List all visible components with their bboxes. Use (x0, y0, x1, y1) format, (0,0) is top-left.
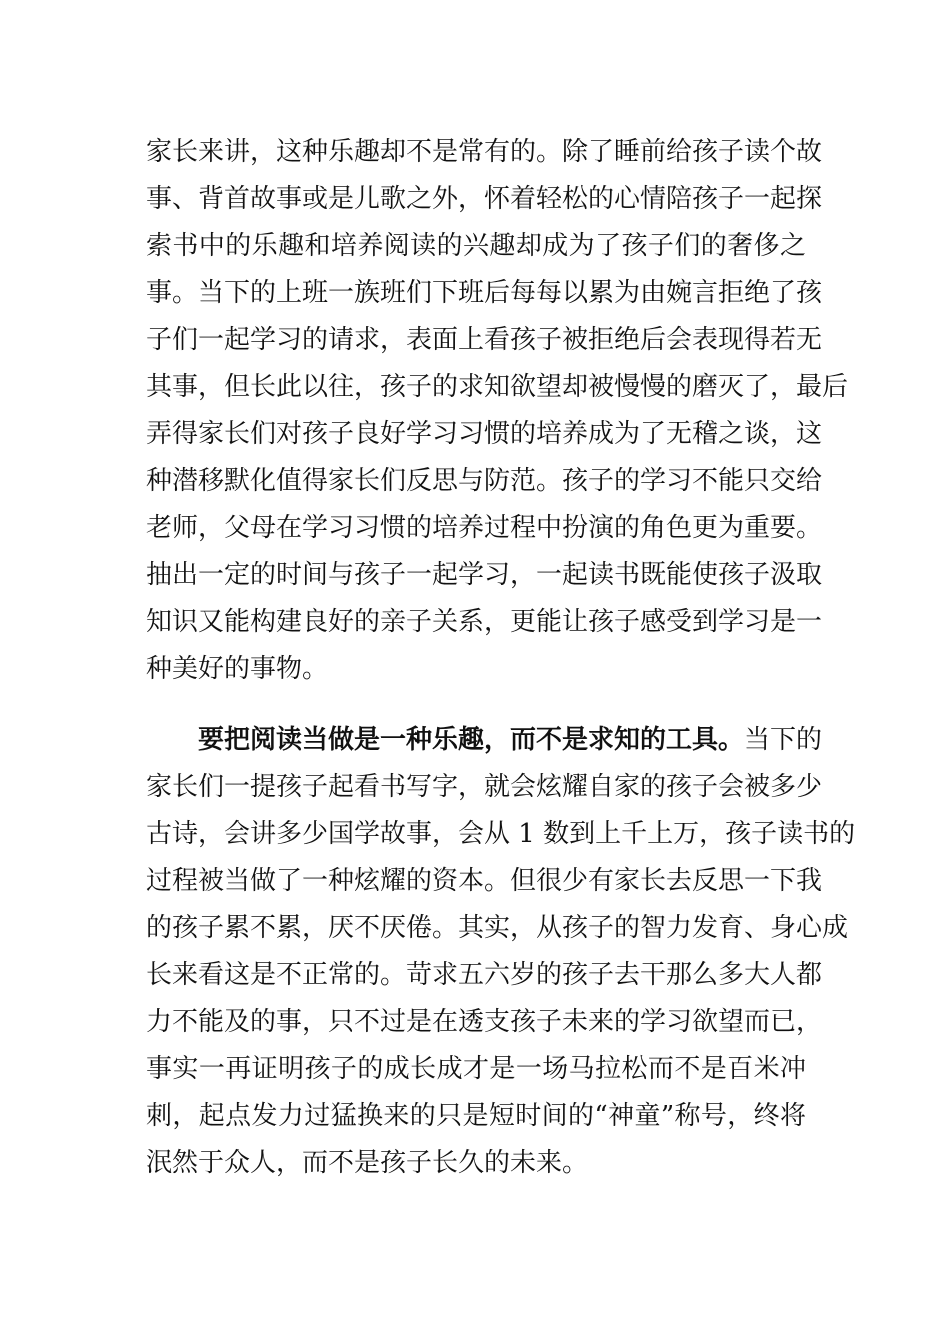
text-line: 其事，但长此以往，孩子的求知欲望却被慢慢的磨灭了，最后 (146, 372, 849, 402)
text-span: 当下的 (744, 725, 823, 755)
text-line: 力不能及的事，只不过是在透支孩子未来的学习欲望而已， (146, 1007, 823, 1037)
text-line: 刺，起点发力过猛换来的只是短时间的“神童”称号，终将 (146, 1101, 806, 1131)
text-line: 泯然于众人，而不是孩子长久的未来。 (146, 1148, 589, 1178)
text-line: 过程被当做了一种炫耀的资本。但很少有家长去反思一下我 (146, 866, 823, 896)
text-line: 事实一再证明孩子的成长成才是一场马拉松而不是百米冲 (146, 1054, 806, 1084)
bold-heading: 要把阅读当做是一种乐趣，而不是求知的工具。 (198, 725, 745, 755)
text-line: 抽出一定的时间与孩子一起学习，一起读书既能使孩子汲取 (146, 560, 823, 590)
text-line: 事。当下的上班一族班们下班后每每以累为由婉言拒绝了孩 (146, 278, 823, 308)
text-line: 种美好的事物。 (146, 654, 329, 684)
text-line: 长来看这是不正常的。苛求五六岁的孩子去干那么多大人都 (146, 960, 823, 990)
text-line: 家长们一提孩子起看书写字，就会炫耀自家的孩子会被多少 (146, 772, 823, 802)
text-line: 事、背首故事或是儿歌之外，怀着轻松的心情陪孩子一起探 (146, 184, 823, 214)
text-line: 种潜移默化值得家长们反思与防范。孩子的学习不能只交给 (146, 466, 823, 496)
paragraph-first-line (198, 720, 823, 760)
text-line: 子们一起学习的请求，表面上看孩子被拒绝后会表现得若无 (146, 325, 823, 355)
text-line: 索书中的乐趣和培养阅读的兴趣却成为了孩子们的奢侈之 (146, 231, 806, 261)
text-line: 老师，父母在学习习惯的培养过程中扮演的角色更为重要。 (146, 513, 823, 543)
text-line: 家长来讲，这种乐趣却不是常有的。除了睡前给孩子读个故 (146, 137, 823, 167)
text-line: 古诗，会讲多少国学故事，会从 1 数到上千上万，孩子读书的 (146, 819, 856, 849)
text-line: 弄得家长们对孩子良好学习习惯的培养成为了无稽之谈，这 (146, 419, 823, 449)
text-line: 知识又能构建良好的亲子关系，更能让孩子感受到学习是一 (146, 607, 823, 637)
text-line: 的孩子累不累，厌不厌倦。其实，从孩子的智力发育、身心成 (146, 913, 849, 943)
